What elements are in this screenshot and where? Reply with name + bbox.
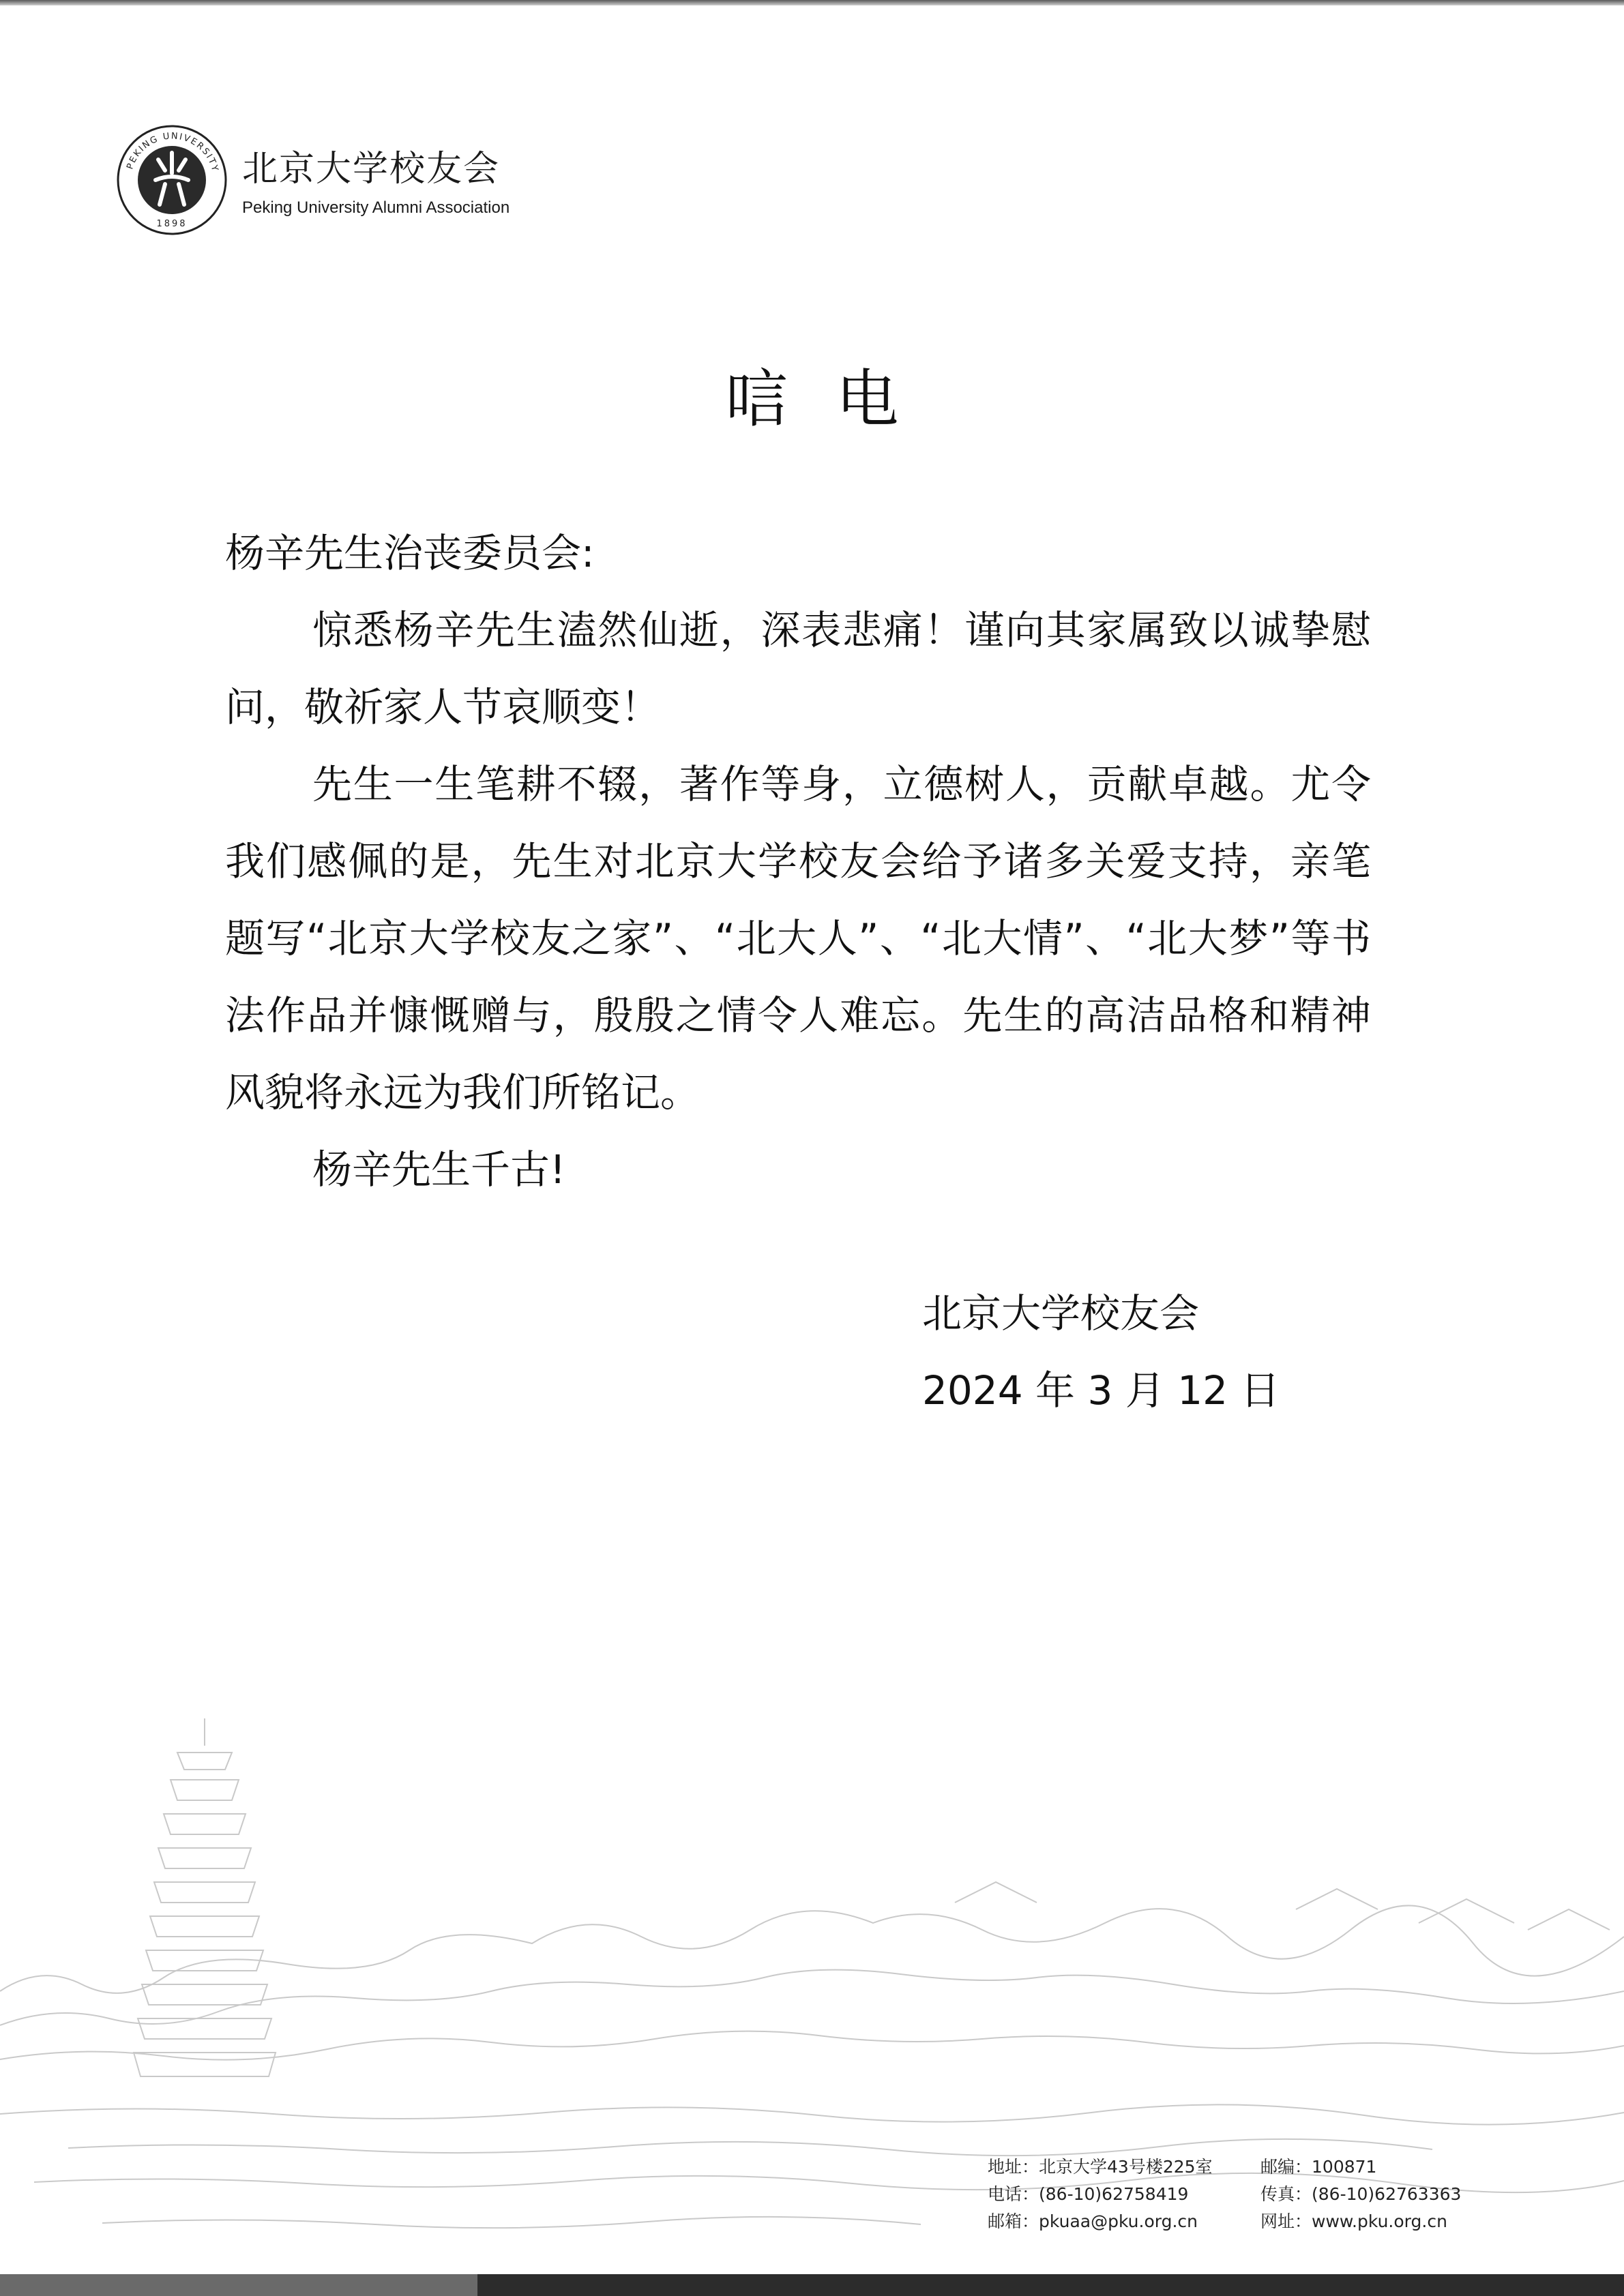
footer-email: pkuaa@pku.org.cn (1039, 2211, 1198, 2231)
document-title: 唁电 (725, 363, 947, 436)
seal-arc-text: PEKING UNIVERSITY (125, 131, 220, 174)
footer-row-phone (988, 2181, 1461, 2208)
footer-fax: (86-10)62763363 (1312, 2184, 1462, 2204)
footer-email-label: 邮箱： (988, 2211, 1039, 2231)
footer-address-label: 地址： (988, 2157, 1039, 2177)
footer-website-label: 网址： (1260, 2211, 1312, 2231)
pku-seal-logo (116, 124, 228, 237)
letterhead-org-name-en: Peking University Alumni Association (242, 198, 510, 217)
signature-org: 北京大学校友会 (922, 1290, 1200, 1337)
footer-postcode: 100871 (1312, 2157, 1377, 2177)
signature-block (922, 1275, 1280, 1429)
footer-address: 北京大学43号楼225室 (1039, 2157, 1213, 2177)
letter-recipient: 杨辛先生治丧委员会: (225, 530, 595, 576)
body-paragraph-tribute: 先生一生笔耕不辍，著作等身，立德树人，贡献卓越。尤令我们感佩的是，先生对北京大学校友会给予诸多关爱支持，亲笔题写“北京大学校友之家”、“北大人”、“北大情”、“北大梦”等书法作品并慷慨赠与，殷殷之情令人难忘。先生的高洁品格和精神风貌将永远为我们所铭记。 (225, 761, 1371, 1116)
body-paragraph-condolence: 惊悉杨辛先生溘然仙逝，深表悲痛！谨向其家属致以诚挚慰问，敬祈家人节哀顺变！ (225, 607, 1371, 730)
body-paragraph-closing: 杨辛先生千古! (312, 1146, 566, 1193)
letter-body (225, 515, 1371, 1208)
footer-phone-label: 电话： (988, 2184, 1039, 2204)
footer-phone: (86-10)62758419 (1039, 2184, 1189, 2204)
scan-bottom-edge (0, 2274, 1624, 2296)
footer-fax-label: 传真： (1260, 2184, 1312, 2204)
seal-year: 1898 (156, 219, 188, 229)
letterhead-org-name-cn: 北京大学校友会 (242, 149, 501, 190)
footer-row-address (988, 2153, 1461, 2181)
footer-row-email (988, 2208, 1461, 2235)
footer-contact-info (988, 2153, 1461, 2235)
signature-date: 2024 年 3 月 12 日 (922, 1367, 1280, 1414)
footer-website: www.pku.org.cn (1312, 2211, 1447, 2231)
footer-postcode-label: 邮编： (1260, 2157, 1312, 2177)
scan-top-edge (0, 0, 1624, 5)
